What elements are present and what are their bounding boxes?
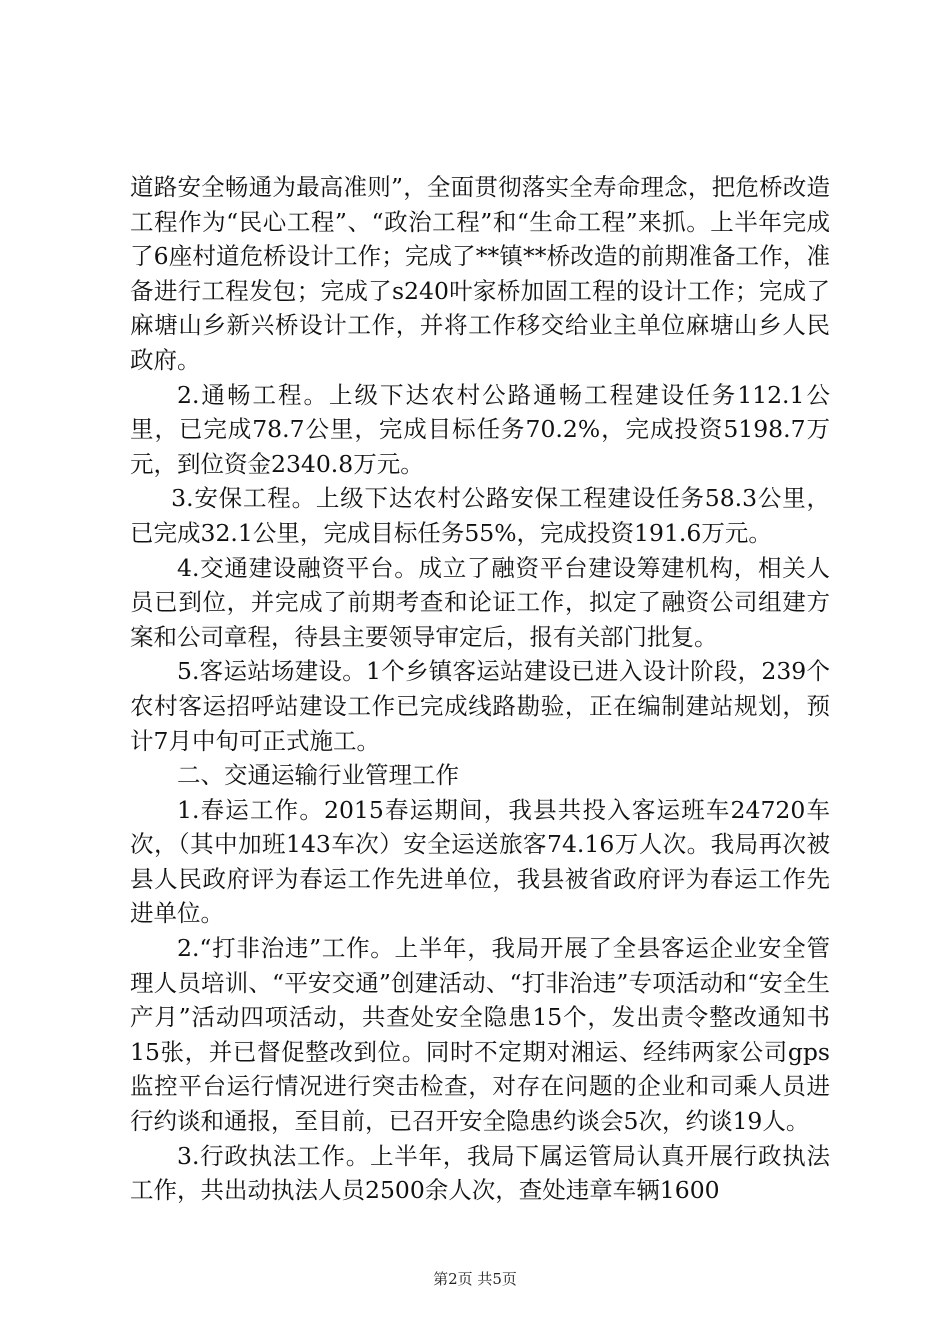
document-body [130,170,830,1208]
paragraph-passenger-stations: 5.客运站场建设。1个乡镇客运站建设已进入设计阶段，239个农村客运招呼站建设工作已完成线路勘验，正在编制建站规划，预计7月中旬可正式施工。 [130,657,830,755]
paragraph-safety-project: 3.安保工程。上级下达农村公路安保工程建设任务58.3公里，已完成32.1公里，完成目标任务55%，完成投资191.6万元。 [130,484,830,547]
paragraph-spring-festival-transport: 1.春运工作。2015春运期间，我县共投入客运班车24720车次，（其中加班143车次）安全运送旅客74.16万人次。我局再次被县人民政府评为春运工作先进单位，我县被省政府评为春运工作先进单位。 [130,795,830,928]
paragraph-illegal-crackdown: 2.“打非治违”工作。上半年，我局开展了全县客运企业安全管理人员培训、“平安交通”创建活动、“打非治违”专项活动和“安全生产月”活动四项活动，共查处安全隐患15个，发出责令整改通知书15张，并已督促整改到位。同时不定期对湘运、经纬两家公司gps监控平台运行情况进行突击检查，对存在问题的企业和司乘人员进行约谈和通报，至目前，已召开安全隐患约谈会5次，约谈19人。 [130,934,830,1136]
section-heading-industry-management: 二、交通运输行业管理工作 [177,761,459,790]
paragraph-bridge-renovation: 道路安全畅通为最高准则”，全面贯彻落实全寿命理念，把危桥改造工程作为“民心工程”、“政治工程”和“生命工程”来抓。上半年完成了6座村道危桥设计工作；完成了**镇**桥改造的前期准备工作，准备进行工程发包；完成了s240叶家桥加固工程的设计工作；完成了麻塘山乡新兴桥设计工作，并将工作移交给业主单位麻塘山乡人民政府。 [130,173,830,374]
page-number-footer: 第2页 共5页 [433,1270,517,1288]
paragraph-administrative-enforcement: 3.行政执法工作。上半年，我局下属运管局认真开展行政执法工作，共出动执法人员2500余人次，查处违章车辆1600 [130,1141,830,1205]
paragraph-connectivity-project: 2.通畅工程。上级下达农村公路通畅工程建设任务112.1公里，已完成78.7公里，完成目标任务70.2%，完成投资5198.7万元，到位资金2340.8万元。 [130,380,830,478]
paragraph-financing-platform: 4.交通建设融资平台。成立了融资平台建设筹建机构，相关人员已到位，并完成了前期考查和论证工作，拟定了融资公司组建方案和公司章程，待县主要领导审定后，报有关部门批复。 [130,553,830,651]
